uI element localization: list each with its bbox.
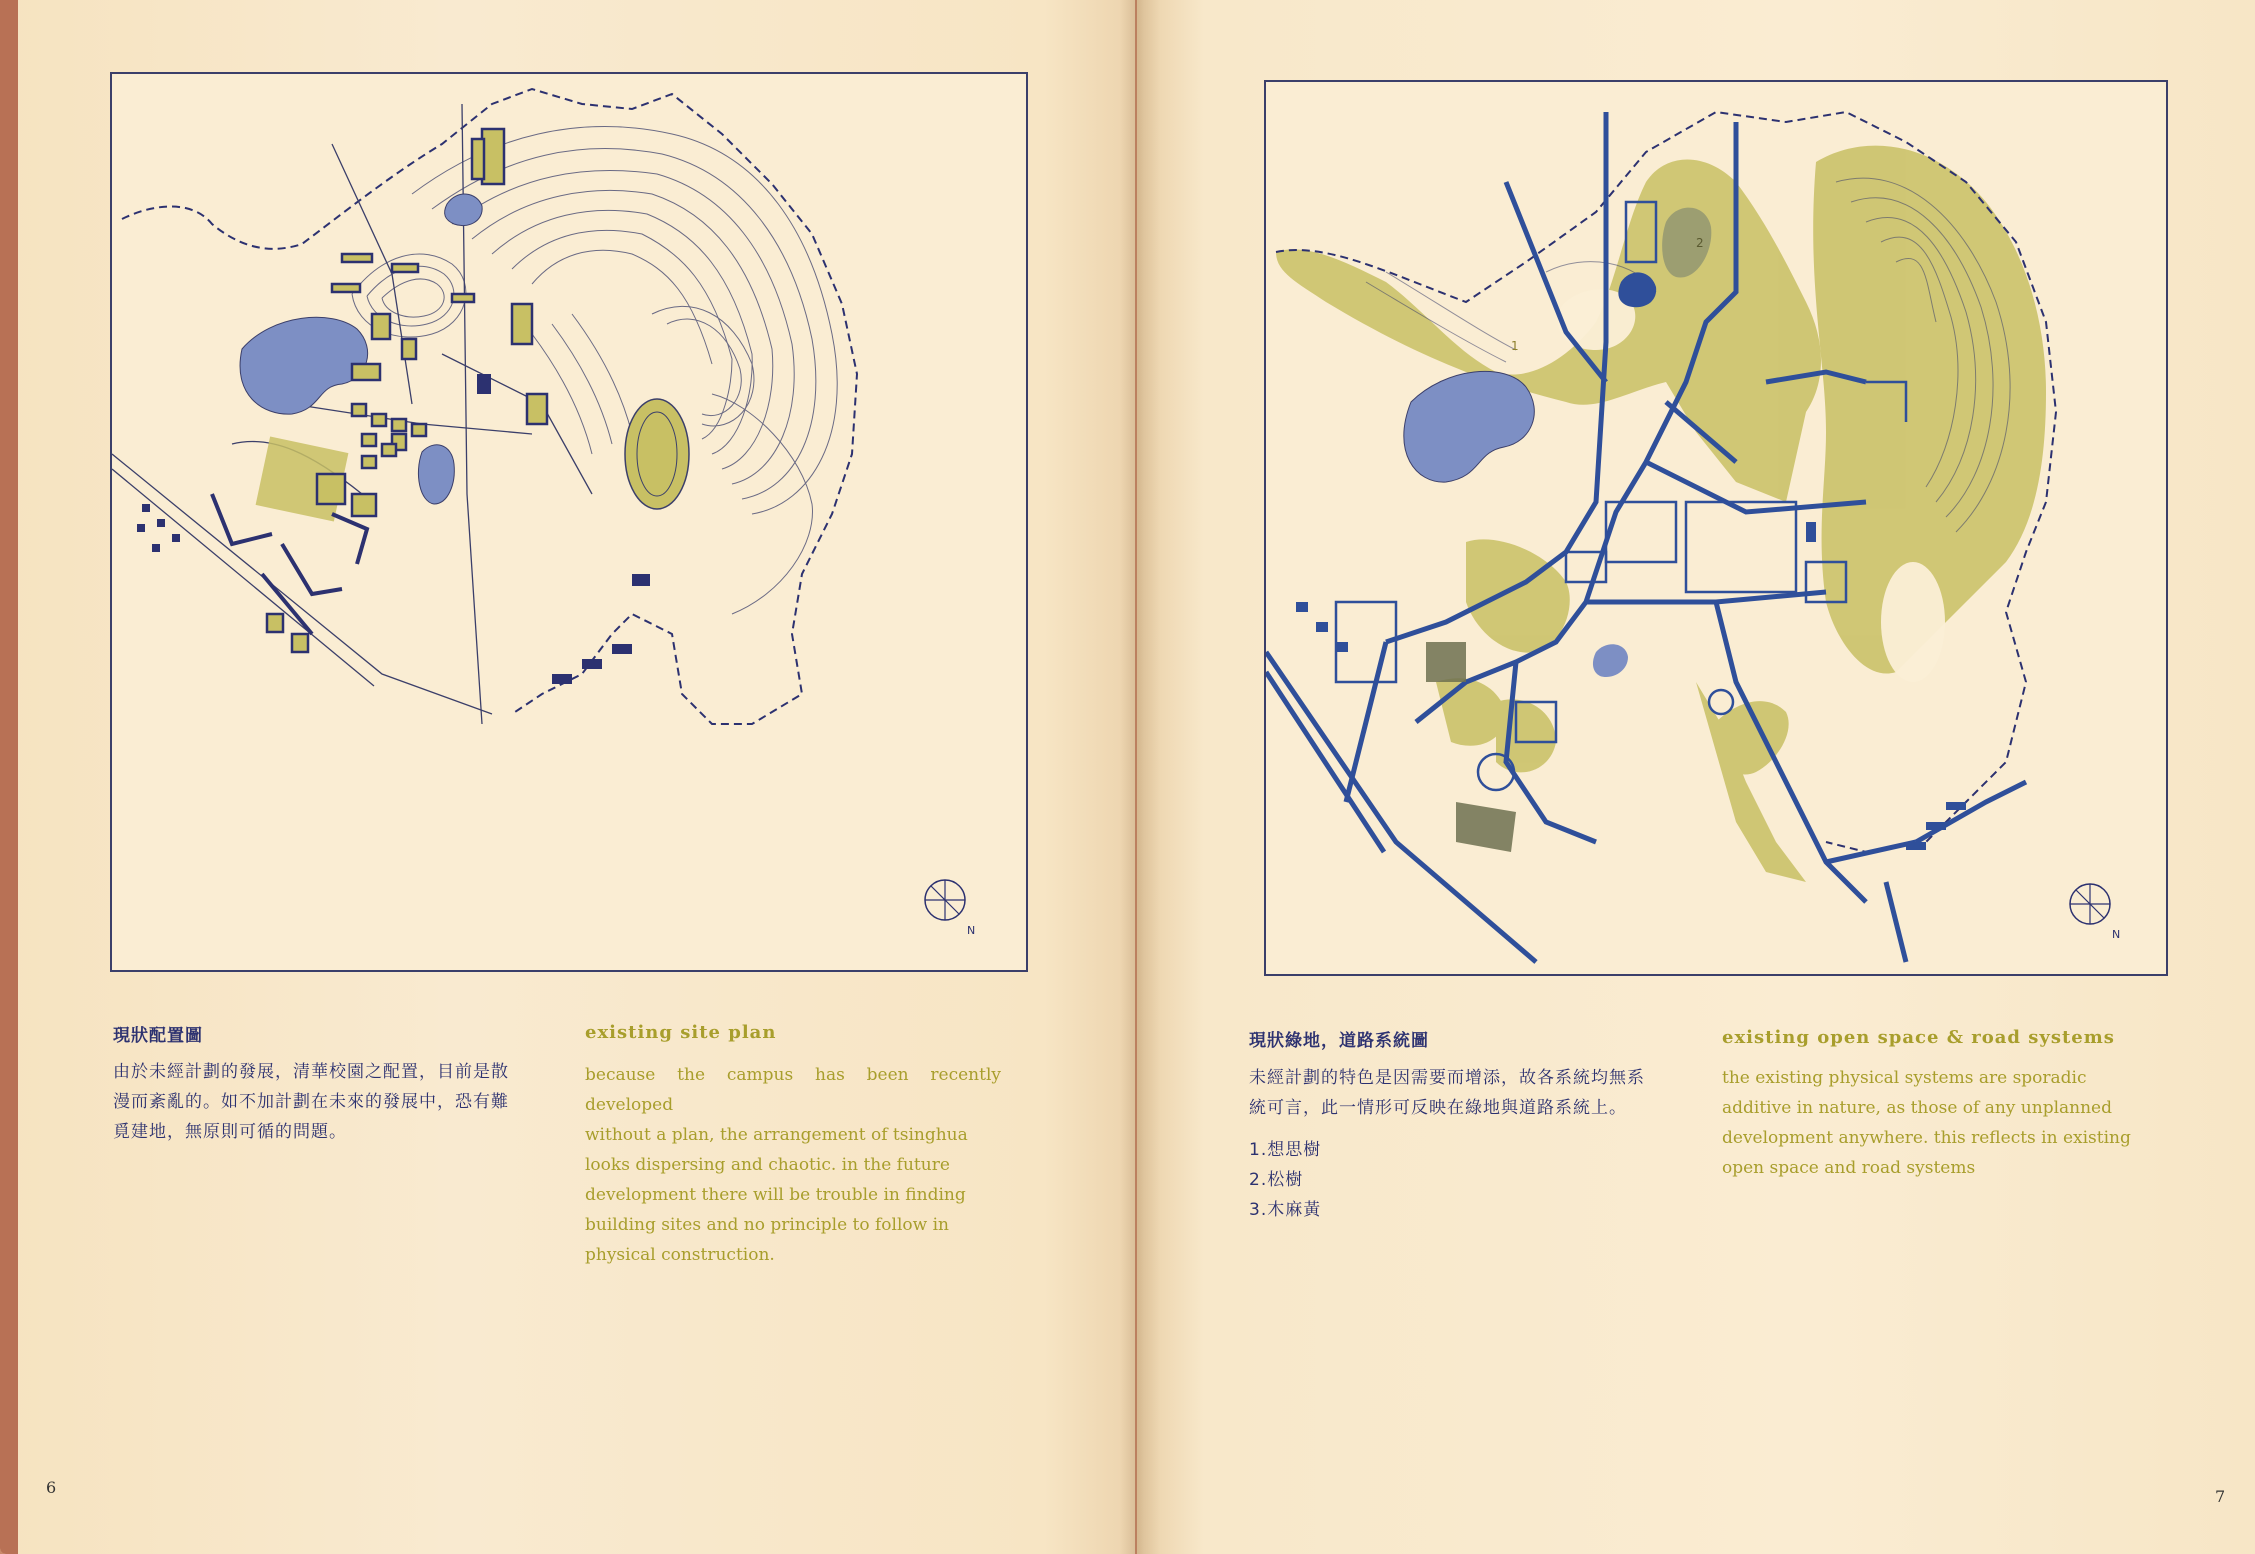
legend-item: 2.松樹 (1249, 1170, 1304, 1190)
legend-item: 1.想思樹 (1249, 1140, 1322, 1160)
tree-legend (1249, 1135, 1449, 1225)
en-caption-title: existing open space & road systems (1722, 1027, 2115, 1048)
en-line: additive in nature, as those of any unplanned (1722, 1098, 2113, 1118)
en-line: the existing physical systems are sporadic (1722, 1068, 2087, 1088)
en-caption-title: existing site plan (585, 1022, 777, 1043)
zh-line: 由於未經計劃的發展，清華校園之配置，目前是散 (113, 1062, 509, 1082)
page-number: 7 (2215, 1487, 2226, 1506)
north-label: N (2112, 928, 2121, 941)
en-line: open space and road systems (1722, 1158, 1976, 1178)
north-arrow-icon (925, 880, 965, 920)
page-number: 6 (46, 1478, 57, 1497)
en-line: looks dispersing and chaotic. in the future (585, 1155, 950, 1175)
open-space-road-map (1264, 80, 2168, 976)
zh-caption-body (113, 1057, 543, 1147)
map-label-1: 1 (1511, 339, 1519, 353)
en-line: physical construction. (585, 1245, 775, 1265)
north-label: N (967, 924, 976, 937)
zh-caption-title: 現狀配置圖 (113, 1026, 203, 1046)
book-cover-edge (0, 0, 18, 1554)
zh-line: 覓建地，無原則可循的問題。 (113, 1122, 347, 1142)
lake-shape (240, 317, 368, 414)
en-line: development there will be trouble in finding (585, 1185, 966, 1205)
north-arrow-icon (2070, 884, 2110, 924)
en-line: building sites and no principle to follow in (585, 1215, 949, 1235)
en-line: without a plan, the arrangement of tsinghua (585, 1125, 968, 1145)
zh-caption-body (1249, 1063, 1679, 1123)
zh-caption-title: 現狀綠地，道路系統圖 (1249, 1031, 1429, 1051)
en-caption-body (1722, 1063, 2138, 1183)
book-spine-shadow (1120, 0, 1160, 1554)
en-caption-body (585, 1060, 1001, 1270)
zh-line: 統可言，此一情形可反映在綠地與道路系統上。 (1249, 1098, 1627, 1118)
right-page (1137, 0, 2255, 1554)
zh-line: 未經計劃的特色是因需要而增添，故各系統均無系 (1249, 1068, 1645, 1088)
legend-item: 3.木麻黃 (1249, 1200, 1322, 1220)
existing-site-plan-map (110, 72, 1028, 972)
zh-line: 漫而紊亂的。如不加計劃在未來的發展中，恐有難 (113, 1092, 509, 1112)
en-line: development anywhere. this reflects in existing (1722, 1128, 2131, 1148)
map-label-2: 2 (1696, 236, 1704, 250)
en-line: because the campus has been recently developed (585, 1065, 1001, 1115)
